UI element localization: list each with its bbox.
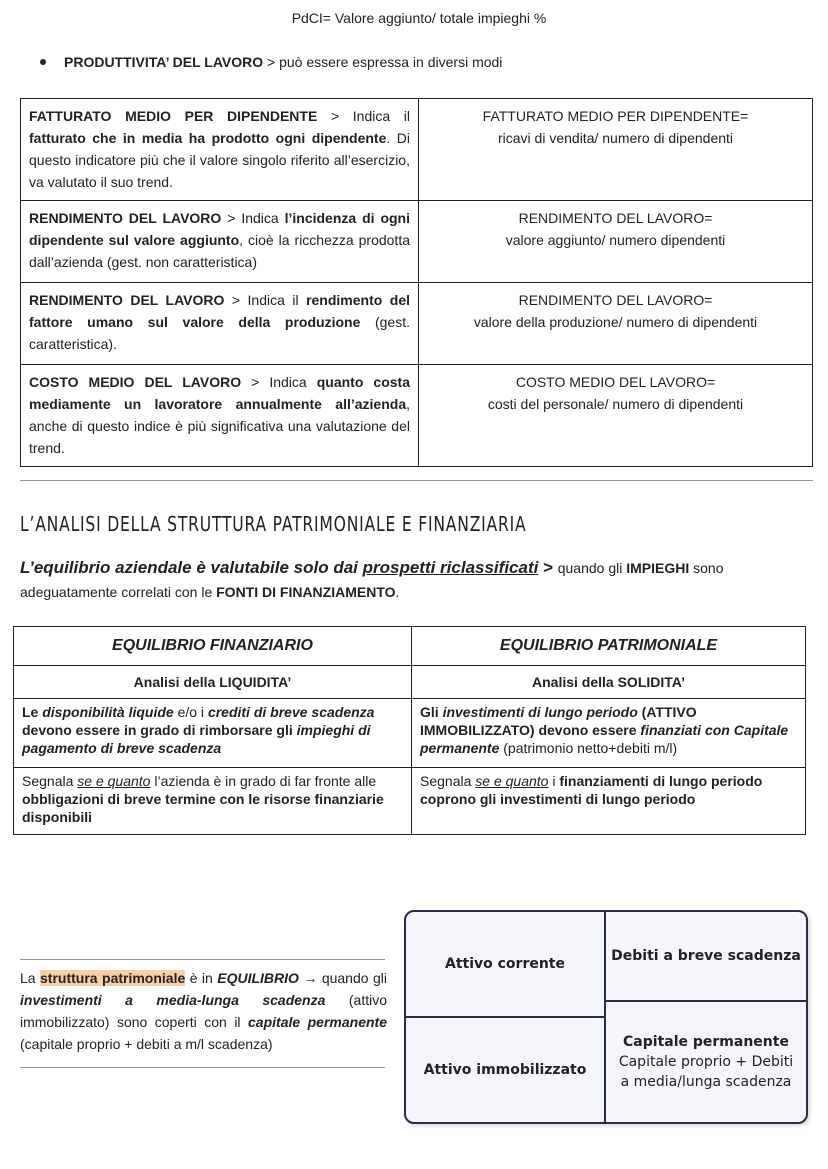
table-row — [21, 365, 813, 467]
intro-text: sono adeguatamente correlati con le — [20, 560, 724, 600]
row-title: RENDIMENTO DEL LAVORO — [29, 210, 222, 226]
bullet-dot-icon — [40, 59, 46, 65]
bullet-productivity — [40, 54, 502, 70]
cell-text: i — [548, 773, 560, 789]
formula-name: RENDIMENTO DEL LAVORO= — [518, 292, 713, 308]
table-row — [21, 283, 813, 365]
header-financial: EQUILIBRIO FINANZIARIO — [14, 627, 412, 666]
bottom-paragraph — [20, 967, 387, 1055]
cell-italic: investimenti di lungo periodo — [442, 704, 638, 720]
table-cell — [21, 99, 419, 201]
diagram-label: Debiti a breve scadenza — [611, 948, 801, 964]
row-title: RENDIMENTO DEL LAVORO — [29, 292, 225, 308]
table-cell — [419, 283, 813, 365]
row-bold: l’incidenza di ogni dipendente sul valore aggiunto — [29, 210, 410, 248]
table-row — [14, 627, 806, 666]
intro-bold: FONTI DI FINANZIAMENTO — [216, 584, 396, 600]
row-text: > Indica — [241, 374, 317, 390]
cell-text: (ATTIVO IMMOBILIZZATO) devono essere — [420, 704, 697, 738]
cell-text: Segnala — [420, 773, 476, 789]
para-bold-italic: investimenti a media-lunga scadenza — [20, 992, 326, 1008]
intro-text: . — [395, 584, 400, 600]
para-text: La — [20, 970, 41, 986]
diagram-capitale-permanente — [606, 1002, 806, 1122]
productivity-table — [20, 98, 813, 467]
bullet-bold: PRODUTTIVITA’ DEL LAVORO — [64, 54, 264, 70]
header-patrimonial: EQUILIBRIO PATRIMONIALE — [412, 627, 806, 666]
row-title: COSTO MEDIO DEL LAVORO — [29, 374, 242, 390]
cell-bold: finanziamenti di lungo periodo coprono gli investimenti di lungo periodo — [420, 773, 763, 807]
intro-paragraph — [20, 556, 820, 604]
intro-bold: IMPIEGHI — [626, 560, 690, 576]
subheader-solidity: Analisi della SOLIDITA’ — [412, 666, 806, 699]
para-text: → quando gli — [298, 970, 387, 986]
para-bold-italic: capitale permanente — [248, 1014, 387, 1030]
diagram-debiti-breve — [606, 912, 806, 1002]
diagram-attivo-corrente — [406, 912, 606, 1018]
row-title: FATTURATO MEDIO PER DIPENDENTE — [29, 108, 318, 124]
row-text: > Indica il — [317, 108, 410, 124]
divider — [20, 480, 813, 481]
formula-name: COSTO MEDIO DEL LAVORO= — [515, 374, 716, 390]
diagram-attivo-immobilizzato — [406, 1018, 606, 1122]
cell-bold: obbligazioni di breve termine con le risorse finanziarie disponibili — [22, 791, 384, 825]
formula-expr: ricavi di vendita/ numero di dipendenti — [497, 130, 734, 146]
diagram-sublabel: a media/lunga scadenza — [620, 1074, 792, 1090]
bullet-rest: > può essere espressa in diversi modi — [263, 54, 503, 70]
intro-arrow: > — [538, 558, 558, 577]
intro-text: L’equilibrio aziendale è valutabile solo dai — [20, 558, 363, 577]
table-row — [14, 699, 806, 768]
row-text: > Indica il — [224, 292, 307, 308]
para-text: (attivo immobilizzato) sono coperti con il — [20, 992, 388, 1030]
cell-text: e/o i — [173, 704, 208, 720]
table-cell — [412, 699, 806, 768]
table-row — [21, 99, 813, 201]
table-cell — [419, 201, 813, 283]
table-row — [14, 666, 806, 699]
cell-text: l’azienda è in grado di far fronte alle — [150, 773, 377, 789]
row-text: , cioè la ricchezza prodotta dall’azienda (gest. non caratteristica) — [29, 232, 410, 270]
cell-text: Gli — [420, 704, 443, 720]
cell-text: (patrimonio netto+debiti m/l) — [499, 740, 678, 756]
table-cell — [419, 365, 813, 467]
formula-expr: valore aggiunto/ numero dipendenti — [505, 232, 726, 248]
cell-text: devono essere in grado di rimborsare gli — [22, 722, 297, 738]
row-text: . Di questo indicatore più che il valore singolo riferito all’esercizio, va valutato il suo trend. — [29, 130, 410, 190]
cell-italic: impieghi di pagamento di breve scadenza — [22, 722, 371, 756]
equilibrium-table — [13, 626, 806, 835]
table-cell — [21, 283, 419, 365]
cell-text: Le — [22, 704, 43, 720]
cell-underlined: se e quanto — [475, 773, 549, 789]
table-row — [14, 768, 806, 835]
cell-underlined: se e quanto — [77, 773, 151, 789]
row-bold: rendimento del fattore umano sul valore della produzione — [29, 292, 410, 330]
section-title: L’ANALISI DELLA STRUTTURA PATRIMONIALE E FINANZIARIA — [20, 512, 527, 536]
formula-expr: valore della produzione/ numero di dipendenti — [473, 314, 758, 330]
diagram-label: Attivo immobilizzato — [423, 1062, 587, 1078]
subheader-liquidity: Analisi della LIQUIDITA’ — [14, 666, 412, 699]
row-bold: fatturato che in media ha prodotto ogni dipendente — [29, 130, 387, 146]
table-cell — [412, 768, 806, 835]
para-highlight: struttura patrimoniale — [40, 970, 186, 986]
table-cell — [14, 768, 412, 835]
row-text: , anche di questo indice è più significativa una valutazione del trend. — [29, 396, 410, 456]
cell-text: Segnala — [22, 773, 78, 789]
cell-italic: finanziati con Capitale permanente — [420, 722, 789, 756]
diagram-label: Attivo corrente — [444, 956, 565, 972]
row-bold: quanto costa mediamente un lavoratore annualmente all’azienda — [29, 374, 410, 412]
table-row — [21, 201, 813, 283]
row-text: > Indica — [221, 210, 285, 226]
para-text: (capitale proprio + debiti a m/l scadenza) — [20, 1036, 273, 1052]
cell-italic: disponibilità liquide — [42, 704, 174, 720]
table-cell — [14, 699, 412, 768]
top-formula: PdCI= Valore aggiunto/ totale impieghi % — [291, 10, 547, 26]
formula-expr: costi del personale/ numero di dipendenti — [487, 396, 744, 412]
para-bold-italic: EQUILIBRIO — [217, 970, 299, 986]
diagram-sublabel: Capitale proprio + Debiti — [618, 1054, 794, 1070]
divider — [20, 1067, 385, 1068]
table-cell — [21, 201, 419, 283]
intro-text: quando gli — [557, 560, 627, 576]
table-cell — [419, 99, 813, 201]
formula-name: FATTURATO MEDIO PER DIPENDENTE= — [482, 108, 749, 124]
intro-underlined: prospetti riclassificati — [362, 558, 539, 577]
balance-sheet-diagram — [404, 910, 808, 1124]
formula-name: RENDIMENTO DEL LAVORO= — [518, 210, 713, 226]
diagram-label: Capitale permanente — [623, 1034, 789, 1050]
cell-italic: crediti di breve scadenza — [207, 704, 375, 720]
table-cell — [21, 365, 419, 467]
para-text: è in — [185, 970, 218, 986]
row-text: (gest. caratteristica). — [29, 314, 410, 352]
divider — [20, 959, 385, 960]
